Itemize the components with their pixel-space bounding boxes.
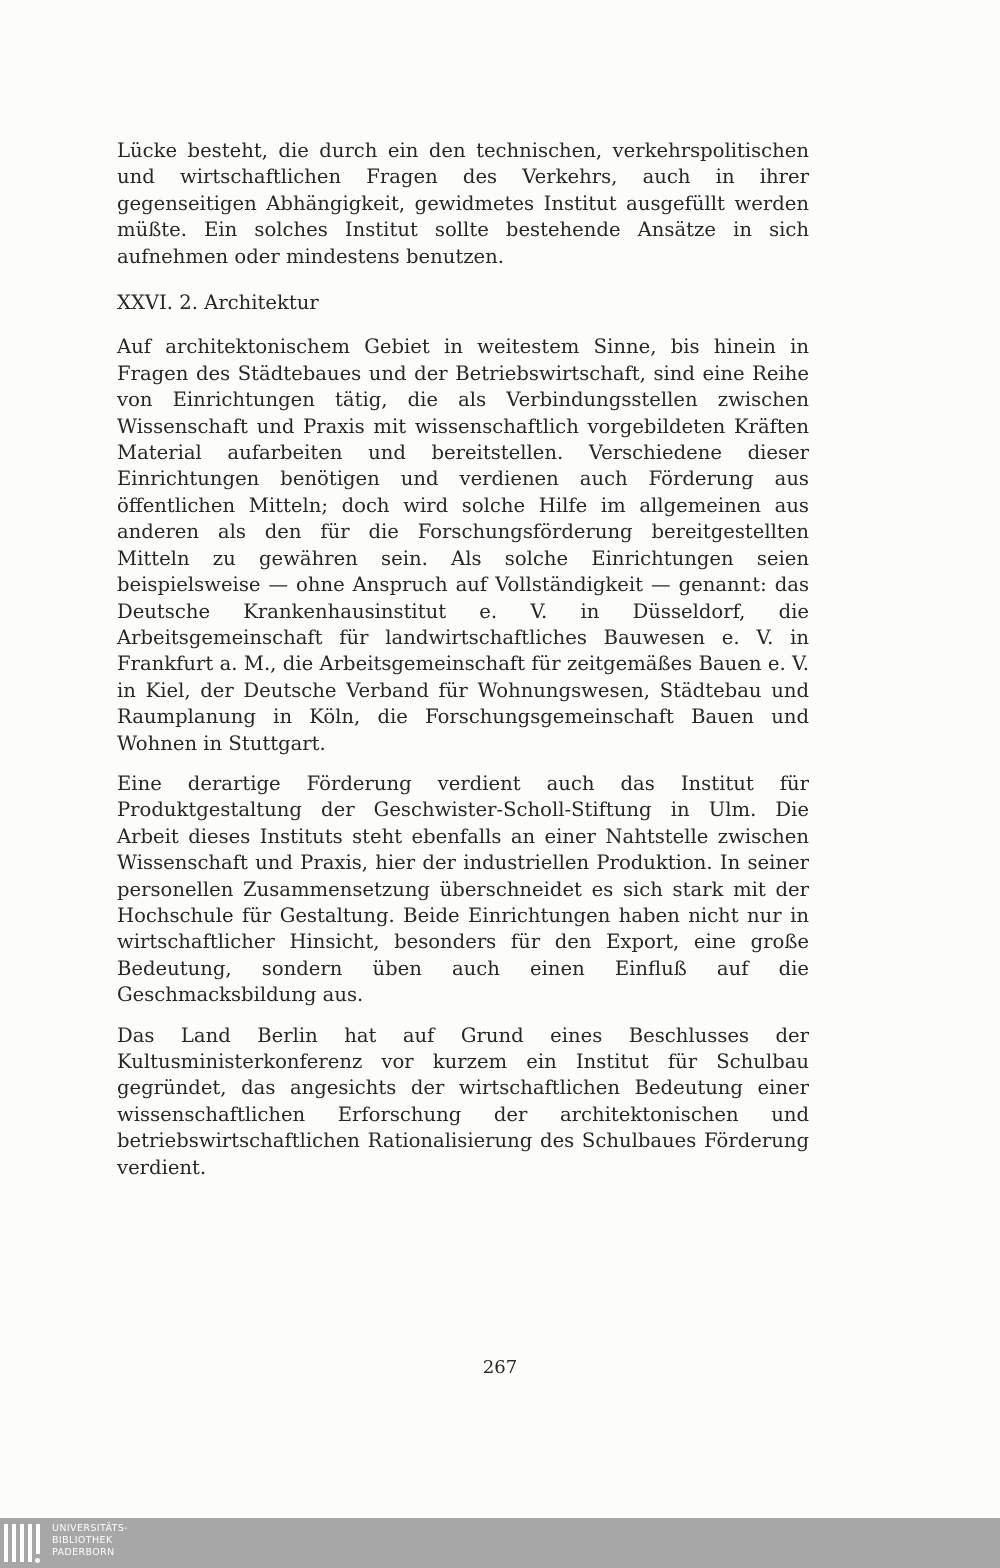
logo-line-2: BIBLIOTHEK [52, 1535, 113, 1546]
library-logo [0, 1518, 160, 1568]
body-text [117, 138, 809, 1181]
paragraph-architecture-1: Auf architektonischem Gebiet in weitestem Sinne, bis hinein in Fragen des Städtebaues und der Betriebswirtschaft, sind eine Reihe von Einrichtungen tätig, die als Verbindungsstellen zwischen Wissenschaft und Praxis mit wissenschaftlich vorgebildeten Kräften Material aufarbeiten und bereitstellen. Verschiedene dieser Einrichtungen benötigen und verdienen auch Förderung aus öffentlichen Mitteln; doch wird solche Hilfe im allgemeinen aus anderen als den für die Forschungsförderung bereitgestellten Mitteln zu gewähren sein. Als solche Einrichtungen seien beispielsweise — ohne Anspruch auf Vollständigkeit — genannt: das Deutsche Krankenhausinstitut e. V. in Düsseldorf, die Arbeitsgemeinschaft für landwirtschaftliches Bauwesen e. V. in Frankfurt a. M., die Arbeitsgemeinschaft für zeitgemäßes Bauen e. V. in Kiel, der Deutsche Verband für Wohnungswesen, Städtebau und Raumplanung in Köln, die Forschungsgemeinschaft Bauen und Wohnen in Stuttgart. [117, 335, 809, 755]
logo-bars-icon [4, 1524, 44, 1562]
logo-dot-icon [35, 1558, 40, 1563]
library-footer [0, 1518, 1000, 1568]
logo-line-3: PADERBORN [52, 1547, 115, 1558]
paragraph-architecture-3: Das Land Berlin hat auf Grund eines Beschlusses der Kultusministerkonferenz vor kurzem ein Institut für Schulbau gegründet, das angesichts der wirtschaftlichen Bedeutung einer wissenschaftlichen Erforschung der architektonischen und betriebswirtschaftlichen Rationalisierung des Schulbaues Förderung verdient. [117, 1023, 809, 1179]
logo-line-1: UNIVERSITÄTS- [52, 1523, 129, 1534]
paragraph-architecture-2: Eine derartige Förderung verdient auch das Institut für Produktgestaltung der Geschwister-Scholl-Stiftung in Ulm. Die Arbeit dieses Instituts steht ebenfalls an einer Nahtstelle zwischen Wissenschaft und Praxis, hier der industriellen Produktion. In seiner personellen Zusammensetzung überschneidet es sich stark mit der Hochschule für Gestaltung. Beide Einrichtungen haben nicht nur in wirtschaftlicher Hinsicht, besonders für den Export, eine große Bedeutung, sondern üben auch einen Einfluß auf die Geschmacksbildung aus. [117, 771, 809, 1007]
page-number: 267 [482, 1357, 518, 1378]
paragraph-intro: Lücke besteht, die durch ein den technischen, verkehrspolitischen und wirtschaftlichen Fragen des Verkehrs, auch in ihrer gegenseitigen Abhängigkeit, gewidmetes Institut ausgefüllt werden müßte. Ein solches Institut sollte bestehende Ansätze in sich aufnehmen oder mindestens benutzen. [117, 139, 809, 268]
section-heading: XXVI. 2. Architektur [117, 291, 319, 315]
logo-text [52, 1523, 128, 1559]
